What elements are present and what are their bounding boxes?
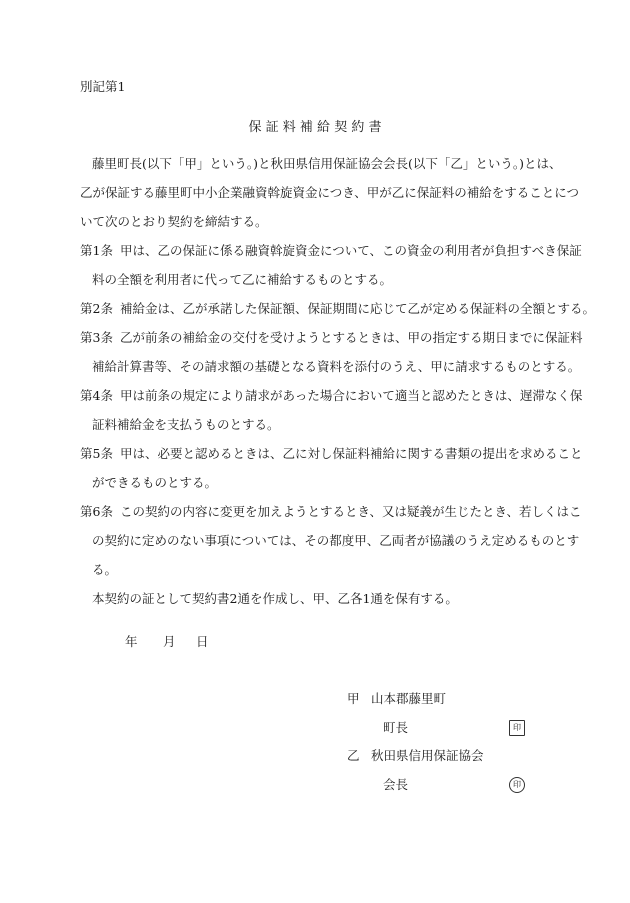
article-number: 第2条 bbox=[80, 301, 113, 316]
article-text: 甲は、必要と認めるときは、乙に対し保証料補給に関する書類の提出を求めること bbox=[120, 446, 583, 461]
article-number: 第5条 bbox=[80, 446, 113, 461]
party-b-seal-icon: 印 bbox=[509, 777, 525, 793]
article-3 bbox=[80, 330, 583, 346]
party-b-mark: 乙 bbox=[347, 748, 360, 763]
article-6-cont: る。 bbox=[92, 562, 118, 577]
date-year: 年 bbox=[125, 634, 138, 649]
preamble-line: 乙が保証する藤里町中小企業融資斡旋資金につき、甲が乙に保証料の補給をすることにつ bbox=[80, 185, 580, 200]
form-number: 別記第1 bbox=[80, 79, 126, 94]
article-number: 第1条 bbox=[80, 243, 113, 258]
article-5-cont: ができるものとする。 bbox=[92, 475, 218, 490]
article-text: 甲は、乙の保証に係る融資斡旋資金について、この資金の利用者が負担すべき保証 bbox=[120, 243, 582, 258]
article-6 bbox=[80, 504, 582, 520]
article-1-cont: 料の全額を利用者に代って乙に補給するものとする。 bbox=[92, 272, 393, 287]
article-2 bbox=[80, 301, 596, 317]
article-1 bbox=[80, 243, 582, 259]
party-a-mark: 甲 bbox=[347, 691, 360, 706]
article-number: 第6条 bbox=[80, 504, 113, 519]
article-4 bbox=[80, 388, 583, 404]
article-number: 第4条 bbox=[80, 388, 113, 403]
article-6-cont: の契約に定めのない事項については、その都度甲、乙両者が協議のうえ定めるものとす bbox=[92, 533, 580, 548]
article-text: 甲は前条の規定により請求があった場合において適当と認めたときは、遅滞なく保 bbox=[120, 388, 583, 403]
date-day: 日 bbox=[196, 634, 209, 649]
closing-statement: 本契約の証として契約書2通を作成し、甲、乙各1通を保有する。 bbox=[92, 591, 458, 606]
party-b-title: 会長 bbox=[383, 777, 409, 792]
preamble-line: いて次のとおり契約を締結する。 bbox=[80, 214, 268, 229]
article-5 bbox=[80, 446, 583, 462]
article-4-cont: 証料補給金を支払うものとする。 bbox=[92, 417, 280, 432]
article-text: 補給金は、乙が承諾した保証額、保証期間に応じて乙が定める保証料の全額とする。 bbox=[120, 301, 596, 316]
party-b-name: 秋田県信用保証協会 bbox=[371, 748, 484, 763]
party-a-name: 山本郡藤里町 bbox=[371, 691, 447, 706]
article-3-cont: 補給計算書等、その請求額の基礎となる資料を添付のうえ、甲に請求するものとする。 bbox=[92, 359, 581, 374]
article-number: 第3条 bbox=[80, 330, 113, 345]
preamble-line: 藤里町長(以下「甲」という。)と秋田県信用保証協会会長(以下「乙」という。)とは、 bbox=[92, 156, 562, 171]
document-title: 保 証 料 補 給 契 約 書 bbox=[248, 120, 382, 135]
party-a-title: 町長 bbox=[383, 720, 409, 735]
article-text: 乙が前条の補給金の交付を受けようとするときは、甲の指定する期日までに保証料 bbox=[120, 330, 583, 345]
article-text: この契約の内容に変更を加えようとするとき、又は疑義が生じたとき、若しくはこ bbox=[120, 504, 582, 519]
party-a-seal-icon: 印 bbox=[509, 720, 525, 736]
date-month: 月 bbox=[163, 634, 176, 649]
